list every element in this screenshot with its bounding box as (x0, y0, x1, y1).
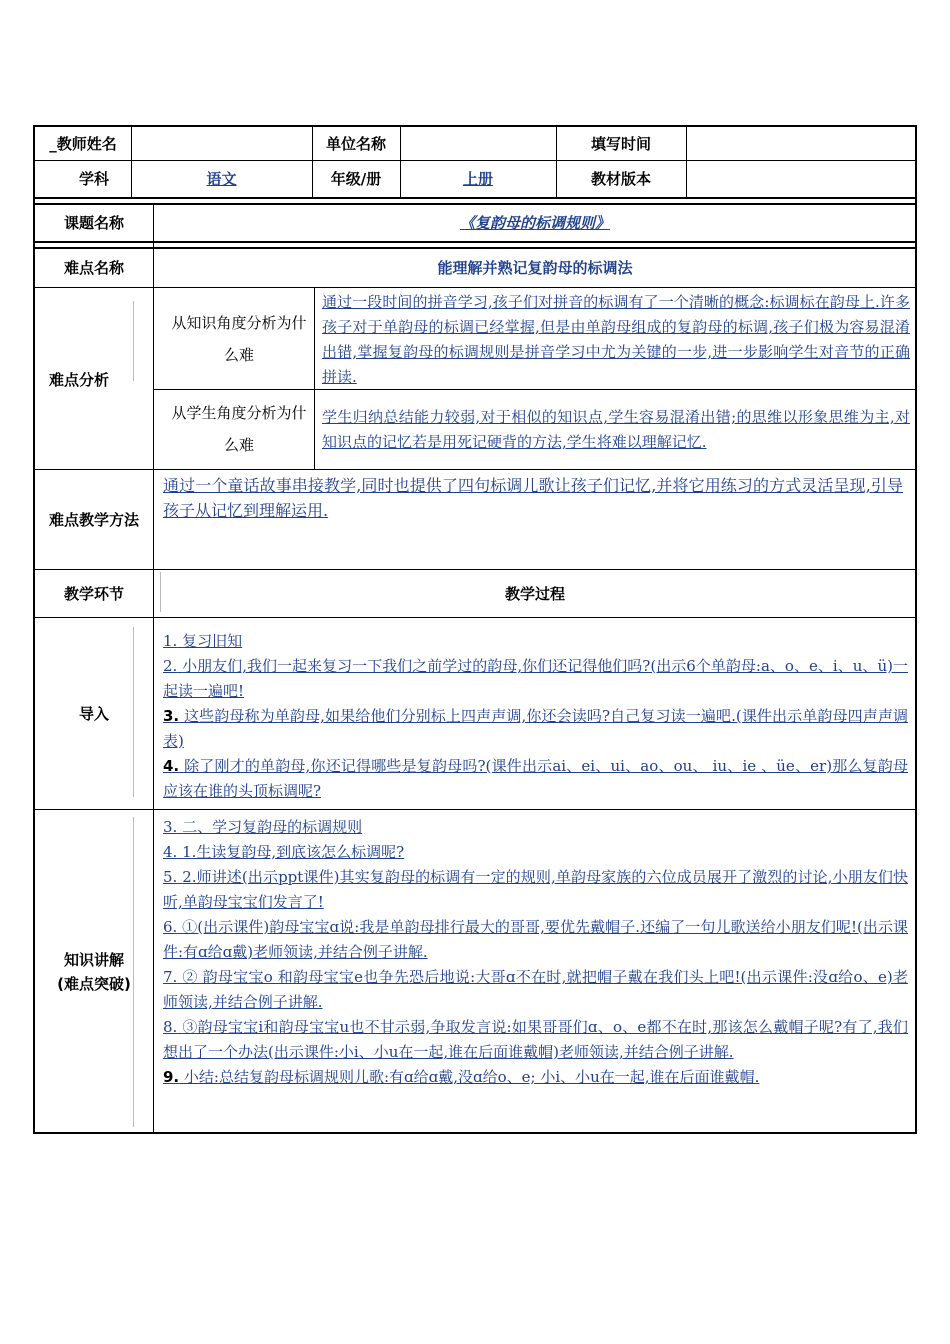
knowledge-angle-label: 从知识角度分析为什么难 (171, 314, 307, 364)
difficulty-value: 能理解并熟记复韵母的标调法 (437, 258, 633, 277)
unit-name-value (400, 127, 556, 160)
row-divider (35, 247, 915, 249)
fill-time-label: 填写时间 (590, 135, 651, 153)
edition-label: 教材版本 (590, 170, 651, 188)
row-divider (35, 569, 915, 570)
lesson-label-sub: (难点突破) (57, 974, 131, 993)
grade-label: 年级/册 (330, 170, 382, 188)
teacher-name-label: _教师姓名 (49, 135, 117, 153)
guide-tick (133, 627, 134, 797)
lesson-label (35, 809, 153, 1134)
row-divider (35, 197, 915, 199)
guide-tick (133, 817, 134, 1127)
intro-item: 1. 复习旧知 (163, 632, 243, 650)
col-divider (400, 127, 401, 197)
knowledge-angle-text: 通过一段时间的拼音学习,孩子们对拼音的标调有了一个清晰的概念:标调标在韵母上.许多孩子对于单韵母的标调已经掌握,但是由单韵母组成的复韵母的标调,孩子们极为容易混淆出错,掌握复韵母的标调规则是拼音学习中尤为关键的一步,进一步影响学生对音节的正确拼读. (322, 293, 910, 386)
intro-label: 导入 (78, 704, 109, 723)
intro-list (163, 629, 908, 804)
difficulty-label: 难点名称 (63, 258, 124, 277)
topic-label: 课题名称 (63, 213, 124, 232)
grade-value: 上册 (462, 170, 493, 188)
col-divider (314, 287, 315, 469)
intro-item: 4. 除了刚才的单韵母,你还记得哪些是复韵母吗?(课件出示ai、ei、ui、ao、ou、 iu、ie 、üe、er)那么复韵母应该在谁的头顶标调呢? (163, 757, 908, 800)
process-header: 教学过程 (504, 584, 565, 603)
topic-value: 《复韵母的标调规则》 (459, 213, 610, 232)
lesson-item: 5. 2.师讲述(出示ppt课件)其实复韵母的标调有一定的规则,单韵母家族的六位成员展开了激烈的讨论,小朋友们快听,单韵母宝宝们发言了! (163, 868, 908, 911)
row-divider (35, 469, 915, 470)
method-label: 难点教学方法 (48, 510, 139, 529)
col-divider (312, 127, 313, 197)
row-divider (35, 203, 915, 205)
teacher-name-value (131, 127, 312, 160)
col-divider (556, 127, 557, 197)
row-divider (153, 389, 915, 390)
lesson-item: 8. ③韵母宝宝i和韵母宝宝u也不甘示弱,争取发言说:如果哥哥们ɑ、o、e都不在时,那该怎么戴帽子呢?有了,我们想出了一个办法(出示课件:小i、小u在一起,谁在后面谁戴帽)老师领读,并结合例子讲解. (163, 1018, 908, 1061)
intro-item: 2. 小朋友们,我们一起来复习一下我们之前学过的韵母,你们还记得他们吗?(出示6个单韵母:a、o、e、i、u、ü)一起读一遍吧! (163, 657, 908, 700)
method-text: 通过一个童话故事串接教学,同时也提供了四句标调儿歌让孩子们记忆,并将它用练习的方式灵活呈现,引导孩子从记忆到理解运用. (163, 476, 903, 520)
row-divider (35, 241, 915, 243)
lesson-label-main: 知识讲解 (63, 950, 124, 969)
subject-label: 学科 (78, 170, 109, 188)
guide-tick (160, 572, 161, 612)
lesson-plan-table (33, 125, 917, 1134)
guide-tick (133, 301, 134, 381)
row-divider (35, 617, 915, 618)
lesson-item: 9. 小结:总结复韵母标调规则儿歌:有ɑ给ɑ戴,没ɑ给o、e; 小i、小u在一起,谁在后面谁戴帽. (163, 1068, 760, 1086)
row-divider (35, 160, 915, 161)
lesson-item: 7. ② 韵母宝宝o 和韵母宝宝e也争先恐后地说:大哥ɑ不在时,就把帽子戴在我们头上吧!(出示课件:没ɑ给o、e)老师领读,并结合例子讲解. (163, 968, 908, 1011)
col-divider (686, 127, 687, 197)
lesson-item: 3. 二、学习复韵母的标调规则 (163, 818, 363, 836)
lesson-list (163, 815, 908, 1090)
col-divider (131, 127, 132, 197)
row-divider (35, 809, 915, 810)
edition-value (686, 160, 917, 197)
lesson-item: 6. ①(出示课件)韵母宝宝ɑ说:我是单韵母排行最大的哥哥,要优先戴帽子.还编了一句儿歌送给小朋友们呢!(出示课件:有ɑ给ɑ戴)老师领读,并结合例子讲解. (163, 918, 909, 961)
student-angle-text: 学生归纳总结能力较弱,对于相似的知识点,学生容易混淆出错;的思维以形象思维为主,对知识点的记忆若是用死记硬背的方法,学生将难以理解记忆. (322, 408, 910, 451)
student-angle-label: 从学生角度分析为什么难 (171, 404, 307, 454)
stage-header: 教学环节 (63, 584, 124, 603)
unit-name-label: 单位名称 (325, 135, 386, 153)
subject-value: 语文 (206, 170, 237, 188)
row-divider (35, 287, 915, 288)
intro-item: 3. 这些韵母称为单韵母,如果给他们分别标上四声声调,你还会读吗?自己复习读一遍吧.(课件出示单韵母四声声调表) (163, 707, 908, 750)
lesson-item: 4. 1.生读复韵母,到底该怎么标调呢? (163, 843, 405, 861)
col-divider (153, 203, 154, 1134)
fill-time-value (686, 127, 917, 160)
analysis-label: 难点分析 (48, 370, 109, 389)
